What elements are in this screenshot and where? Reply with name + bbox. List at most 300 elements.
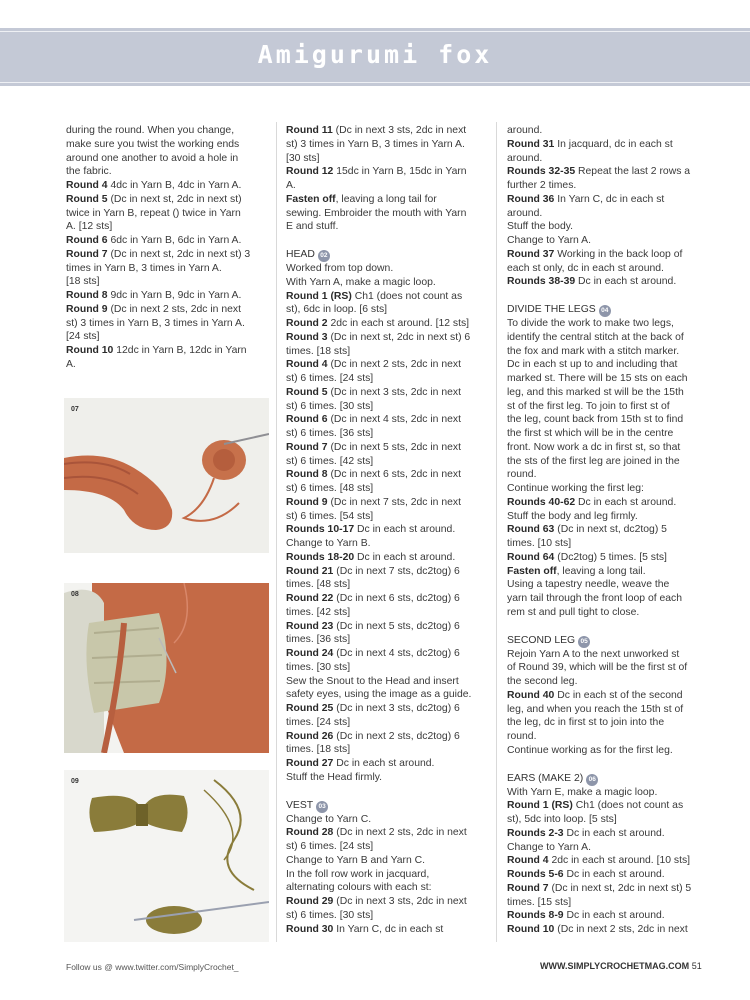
instruction-label: Round 10	[507, 924, 555, 935]
instruction-text: yarn tail through the front loop of each	[507, 593, 683, 604]
instruction-text: rem st and pull tight to close.	[507, 606, 640, 618]
text-line	[507, 689, 702, 703]
column-divider	[496, 122, 497, 942]
text-line	[286, 276, 482, 290]
instruction-text: Sew the Snout to the Head and insert	[286, 675, 459, 687]
text-line	[286, 620, 482, 634]
instruction-text: Change to Yarn B.	[286, 538, 371, 549]
instruction-label: Fasten off	[507, 565, 557, 577]
text-line	[507, 606, 702, 620]
instruction-text: (Dc in next 4 sts, 2dc in next	[327, 414, 461, 426]
instruction-text: st) 3 times in Yarn B, 3 times in Yarn A.	[66, 317, 245, 329]
instruction-text: Continue working the first leg:	[507, 483, 644, 494]
instruction-text: marked st. There will be 15 sts on each	[507, 373, 688, 384]
instruction-text: (Dc in next 3 sts, 2dc in next	[332, 125, 467, 136]
instruction-text: Change to Yarn C.	[286, 813, 372, 825]
instruction-text: (Dc in next 2 sts, 2dc in next	[327, 359, 461, 371]
text-line	[286, 840, 482, 854]
text-line	[66, 303, 266, 317]
text-line	[66, 152, 266, 166]
instruction-label: Round 27	[286, 758, 334, 769]
photo-number: 08	[71, 591, 79, 598]
text-line	[286, 496, 482, 510]
text-line	[286, 730, 482, 744]
instruction-text: (Dc in next st, 2dc in next st) 5	[548, 882, 692, 894]
instruction-text: (Dc in next st, 2dc in next st) 6	[327, 331, 471, 343]
text-line	[507, 510, 702, 524]
instruction-text: the fabric.	[66, 166, 112, 178]
text-line	[66, 248, 266, 262]
text-line	[507, 455, 702, 469]
instruction-label: Round 63	[507, 524, 555, 536]
instruction-text: Stuff the body and leg firmly.	[507, 510, 638, 522]
instruction-label: Round 36	[507, 193, 555, 205]
instruction-text: (Dc in next 7 sts, dc2tog) 6	[333, 565, 460, 577]
text-line	[507, 923, 702, 937]
instruction-text: A.	[286, 180, 296, 191]
instruction-text: leg, and when you reach the 15th st of	[507, 703, 684, 715]
instruction-text: the sts of the first leg are joined in the	[507, 455, 680, 467]
instruction-label: Round 22	[286, 593, 334, 604]
text-line	[507, 165, 702, 179]
text-line	[507, 179, 702, 193]
step-number-badge: 03	[316, 801, 328, 813]
text-line	[286, 578, 482, 592]
text-line	[507, 703, 702, 717]
instruction-text: (Dc in next st, 2dc in next st)	[107, 193, 242, 205]
instruction-text: Using a tapestry needle, weave the	[507, 579, 670, 591]
text-line	[286, 358, 482, 372]
instruction-text: around.	[507, 152, 543, 164]
instruction-text: times. [10 sts]	[507, 538, 572, 549]
text-line	[66, 344, 266, 358]
text-line	[286, 757, 482, 771]
text-line	[507, 427, 702, 441]
instruction-text: round.	[507, 469, 537, 481]
instruction-label: Rounds 5-6	[507, 869, 564, 880]
text-line	[286, 716, 482, 730]
instruction-text: the second leg.	[507, 676, 578, 687]
step-number-badge: 05	[578, 636, 590, 648]
instruction-text: (Dc2tog) 5 times. [5 sts]	[554, 551, 667, 563]
instruction-text: (Dc in next 6 sts, dc2tog) 6	[333, 593, 460, 604]
instruction-label: Round 4	[66, 180, 108, 191]
section-heading-text: DIVIDE THE LEGS	[507, 304, 596, 315]
banner-rule-top	[0, 31, 750, 32]
text-line	[66, 124, 266, 138]
section-heading	[507, 772, 702, 786]
text-line	[286, 427, 482, 441]
text-line	[286, 854, 482, 868]
text-line	[507, 372, 702, 386]
page-title: Amigurumi fox	[257, 40, 493, 69]
instruction-text: Dc in each st around.	[333, 758, 435, 769]
instruction-text: times. [18 sts]	[286, 345, 351, 357]
text-line	[507, 868, 702, 882]
text-line	[507, 813, 702, 827]
text-line	[507, 882, 702, 896]
instruction-text: (Dc in next 2 sts, dc2tog) 6	[333, 730, 460, 742]
text-line	[286, 826, 482, 840]
text-line	[507, 523, 702, 537]
text-line	[286, 565, 482, 579]
column-divider	[276, 122, 277, 942]
instruction-text: the fox and mark with a stitch marker.	[507, 345, 680, 357]
text-line	[286, 895, 482, 909]
instruction-text: st), 5dc into loop. [5 sts]	[507, 814, 617, 825]
footer-follow[interactable]: Follow us @ www.twitter.com/SimplyCrochet_	[66, 962, 239, 972]
instruction-text: A.	[66, 358, 76, 370]
instruction-text: times. [18 sts]	[286, 744, 351, 756]
instruction-text: Change to Yarn B and Yarn C.	[286, 854, 426, 866]
instruction-text: twice in Yarn B, repeat () twice in Yarn	[66, 207, 241, 219]
text-line	[507, 317, 702, 331]
section-heading	[286, 248, 482, 262]
instruction-text: , leaving a long tail for	[335, 193, 437, 205]
instruction-text: (Dc in next 5 sts, 2dc in next	[327, 441, 461, 453]
instruction-text: st) 6 times. [24 sts]	[286, 841, 374, 852]
text-line	[507, 551, 702, 565]
instruction-text: round.	[507, 731, 537, 742]
instruction-text: (Dc in next 2 sts, 2dc in next	[107, 303, 241, 315]
instruction-text: [24 sts]	[66, 331, 100, 343]
instruction-text: front. Now work a dc in first st, so that	[507, 441, 681, 453]
text-line	[286, 606, 482, 620]
text-line	[66, 138, 266, 152]
text-line	[286, 510, 482, 524]
text-line	[286, 290, 482, 304]
instruction-text: E and stuff.	[286, 221, 339, 233]
text-line	[286, 220, 482, 234]
instruction-label: Round 7	[66, 248, 108, 260]
instruction-label: Round 24	[286, 648, 334, 659]
instruction-text: st) 3 times in Yarn B, 3 times in Yarn A.	[286, 138, 465, 150]
photo-09-bow	[64, 770, 269, 942]
instruction-text: st) 6 times. [48 sts]	[286, 483, 374, 494]
instruction-label: Round 40	[507, 689, 555, 701]
text-column-1	[66, 124, 266, 372]
text-line	[507, 262, 702, 276]
instruction-label: Round 7	[507, 882, 549, 894]
instruction-text: 9dc in Yarn B, 9dc in Yarn A.	[107, 290, 242, 301]
text-line	[507, 675, 702, 689]
instruction-text: times. [15 sts]	[507, 896, 572, 908]
instruction-text: st) 6 times. [42 sts]	[286, 455, 374, 467]
instruction-text: Repeat the last 2 rows a	[575, 166, 691, 178]
text-line	[286, 537, 482, 551]
instruction-text: Ch1 (does not count as	[572, 800, 684, 812]
instruction-text: st) 6 times. [30 sts]	[286, 909, 374, 921]
text-line	[286, 124, 482, 138]
section-heading	[507, 634, 702, 648]
instruction-text: (Dc in next 4 sts, dc2tog) 6	[333, 648, 460, 659]
instruction-label: Round 26	[286, 730, 334, 742]
instruction-text: Dc in each st around.	[563, 827, 665, 839]
instruction-text: Dc in each st around.	[563, 869, 665, 880]
text-line	[507, 565, 702, 579]
banner-rule-bottom	[0, 82, 750, 83]
instruction-text: 2dc in each st around. [12 sts]	[327, 318, 470, 329]
text-line	[286, 262, 482, 276]
text-line	[286, 868, 482, 882]
instruction-label: Rounds 8-9	[507, 910, 564, 922]
text-line	[66, 317, 266, 331]
text-line	[286, 303, 482, 317]
instruction-text: alternating colours with each st:	[286, 882, 432, 894]
instruction-label: Rounds 38-39	[507, 276, 576, 288]
instruction-text: In Yarn C, dc in each st	[333, 923, 444, 935]
text-line	[286, 331, 482, 345]
text-line	[507, 248, 702, 262]
photo-number: 07	[71, 406, 79, 413]
text-line	[286, 675, 482, 689]
instruction-text: (Dc in next 5 sts, dc2tog) 6	[333, 620, 460, 632]
instruction-label: Round 6	[66, 235, 108, 246]
instruction-label: Rounds 32-35	[507, 166, 576, 178]
instruction-label: Round 11	[286, 125, 333, 136]
instruction-text: 6dc in Yarn B, 6dc in Yarn A.	[107, 235, 242, 246]
section-heading-text: VEST	[286, 799, 314, 811]
section-heading-text: HEAD	[286, 249, 315, 260]
instruction-text: (Dc in next 3 sts, 2dc in next	[327, 386, 461, 398]
text-line	[507, 220, 702, 234]
text-line	[286, 771, 482, 785]
photo-number: 09	[71, 778, 79, 785]
instruction-text: of Round 39, which will be the first st of	[507, 662, 688, 674]
text-line	[507, 496, 702, 510]
instruction-text: (Dc in next 6 sts, 2dc in next	[327, 469, 461, 481]
section-heading-text: SECOND LEG	[507, 634, 576, 646]
instruction-text: [30 sts]	[286, 152, 320, 164]
instruction-text: Dc in each st around.	[354, 551, 456, 563]
instruction-text: Stuff the body.	[507, 221, 574, 233]
text-line	[507, 152, 702, 166]
text-line	[286, 193, 482, 207]
text-line	[66, 207, 266, 221]
instruction-text: (Dc in next 3 sts, dc2tog) 6	[333, 703, 460, 714]
instruction-text: Dc in each st around.	[354, 524, 456, 536]
section-heading	[507, 303, 702, 317]
photo-07-leg	[64, 398, 269, 553]
text-line	[286, 743, 482, 757]
step-number-badge: 04	[599, 305, 611, 317]
text-line	[507, 234, 702, 248]
instruction-text: during the round. When you change,	[66, 125, 235, 136]
text-line	[507, 482, 702, 496]
text-line	[507, 578, 702, 592]
text-line	[507, 275, 702, 289]
text-column-2	[286, 124, 482, 936]
text-line	[286, 317, 482, 331]
instruction-label: Round 2	[286, 318, 328, 329]
instruction-text: Working in the back loop of	[554, 248, 683, 260]
snout-illustration	[64, 583, 269, 753]
text-column-3	[507, 124, 702, 937]
text-line	[507, 358, 702, 372]
instruction-label: Round 5	[66, 193, 108, 205]
instruction-label: Round 4	[507, 855, 549, 867]
text-line	[66, 165, 266, 179]
text-line	[286, 345, 482, 359]
instruction-text: the first st which will be in the centre	[507, 428, 674, 439]
instruction-text: times. [30 sts]	[286, 661, 351, 673]
instruction-text: times. [36 sts]	[286, 634, 351, 646]
text-line	[507, 331, 702, 345]
instruction-text: Dc in each st around.	[575, 276, 677, 288]
instruction-text: times. [48 sts]	[286, 579, 351, 591]
instruction-text: Rejoin Yarn A to the next unworked st	[507, 648, 680, 660]
instruction-label: Round 1 (RS)	[286, 290, 352, 302]
text-line	[66, 358, 266, 372]
text-line	[507, 827, 702, 841]
text-line	[286, 468, 482, 482]
instruction-text: To divide the work to make two legs,	[507, 318, 674, 329]
instruction-text: In Yarn C, dc in each st	[554, 193, 665, 205]
text-line	[66, 275, 266, 289]
instruction-text: the leg, count back from 15th st to find	[507, 414, 684, 426]
instruction-text: 15dc in Yarn B, 15dc in Yarn	[333, 166, 467, 178]
text-line	[286, 482, 482, 496]
instruction-text: further 2 times.	[507, 180, 577, 191]
text-line	[507, 786, 702, 800]
text-line	[286, 633, 482, 647]
text-line	[286, 413, 482, 427]
instruction-label: Round 6	[286, 414, 328, 426]
text-line	[507, 138, 702, 152]
text-line	[286, 661, 482, 675]
leg-crochet-illustration	[64, 398, 269, 553]
instruction-text: Dc in each st around.	[563, 910, 665, 922]
text-line	[286, 523, 482, 537]
text-line	[507, 841, 702, 855]
text-line	[286, 647, 482, 661]
instruction-text: (Dc in next 3 sts, 2dc in next	[333, 896, 467, 907]
instruction-text: st) 6 times. [30 sts]	[286, 400, 374, 412]
instruction-label: Round 9	[66, 303, 108, 315]
instruction-text: (Dc in next 2 sts, 2dc in next	[554, 924, 688, 935]
text-line	[507, 386, 702, 400]
text-line	[507, 468, 702, 482]
instruction-text: st), 6dc in loop. [6 sts]	[286, 304, 388, 316]
text-line	[507, 799, 702, 813]
instruction-label: Rounds 2-3	[507, 827, 564, 839]
instruction-label: Rounds 18-20	[286, 551, 355, 563]
text-line	[507, 193, 702, 207]
instruction-label: Round 37	[507, 248, 555, 260]
instruction-text: Stuff the Head firmly.	[286, 771, 383, 783]
instruction-text: Dc in each st of the second	[554, 689, 683, 701]
instruction-text: In jacquard, dc in each st	[554, 138, 673, 150]
instruction-label: Round 64	[507, 551, 555, 563]
text-line	[286, 592, 482, 606]
instruction-label: Fasten off	[286, 193, 336, 205]
text-line	[507, 400, 702, 414]
text-line	[286, 551, 482, 565]
instruction-text: [18 sts]	[66, 276, 100, 288]
text-line	[66, 330, 266, 344]
instruction-text: 4dc in Yarn B, 4dc in Yarn A.	[107, 180, 242, 191]
text-line	[286, 165, 482, 179]
instruction-label: Round 10	[66, 345, 114, 356]
footer-site-url[interactable]: WWW.SIMPLYCROCHETMAG.COM	[540, 961, 690, 971]
instruction-label: Round 12	[286, 166, 334, 178]
text-line	[286, 138, 482, 152]
instruction-label: Round 4	[286, 359, 328, 371]
text-line	[507, 413, 702, 427]
instruction-label: Round 3	[286, 331, 328, 343]
instruction-label: Round 31	[507, 138, 555, 150]
footer-site	[540, 961, 702, 971]
instruction-text: st of the first leg. To join to first st of	[507, 400, 670, 412]
instruction-label: Round 21	[286, 565, 334, 577]
instruction-text: sewing. Embroider the mouth with Yarn	[286, 207, 467, 219]
text-line	[286, 881, 482, 895]
text-line	[507, 730, 702, 744]
step-number-badge: 02	[318, 250, 330, 262]
text-line	[507, 124, 702, 138]
instruction-text: Dc in each st up to and including that	[507, 359, 678, 371]
instruction-text: leg, and this marked st will be the 15th	[507, 386, 684, 398]
text-line	[286, 455, 482, 469]
instruction-text: st) 6 times. [24 sts]	[286, 373, 374, 384]
text-line	[507, 896, 702, 910]
text-line	[286, 441, 482, 455]
instruction-text: the leg, dc in first st to join into the	[507, 717, 665, 729]
instruction-text: (Dc in next 2 sts, 2dc in next	[333, 827, 467, 839]
text-line	[286, 179, 482, 193]
text-line	[507, 345, 702, 359]
text-line	[286, 923, 482, 937]
instruction-text: each st only, dc in each st around.	[507, 262, 664, 274]
text-line	[286, 386, 482, 400]
section-heading	[286, 799, 482, 813]
text-line	[507, 537, 702, 551]
instruction-text: Change to Yarn A.	[507, 235, 591, 246]
text-line	[286, 207, 482, 221]
instruction-text: around.	[507, 125, 543, 136]
page-number: 51	[691, 961, 702, 971]
instruction-text: st) 6 times. [54 sts]	[286, 510, 374, 522]
instruction-text: safety eyes, using the image as a guide.	[286, 689, 472, 701]
instruction-label: Rounds 10-17	[286, 524, 355, 536]
instruction-text: (Dc in next 7 sts, 2dc in next	[327, 496, 461, 508]
instruction-label: Round 9	[286, 496, 328, 508]
text-line	[66, 179, 266, 193]
instruction-text: Dc in each st around.	[575, 496, 677, 508]
text-line	[507, 441, 702, 455]
instruction-text: (Dc in next st, 2dc in next st) 3	[107, 248, 251, 260]
text-line	[66, 289, 266, 303]
text-line	[286, 400, 482, 414]
instruction-text: times. [42 sts]	[286, 606, 351, 618]
text-line	[507, 207, 702, 221]
text-line	[286, 372, 482, 386]
text-line	[66, 234, 266, 248]
instruction-text: With Yarn E, make a magic loop.	[507, 786, 658, 798]
instruction-label: Round 8	[66, 290, 108, 301]
instruction-text: make sure you twist the working ends	[66, 138, 240, 150]
instruction-text: Continue working as for the first leg.	[507, 744, 673, 756]
photo-08-snout	[64, 583, 269, 753]
text-line	[507, 854, 702, 868]
section-heading-text: EARS (MAKE 2)	[507, 772, 584, 784]
instruction-label: Rounds 40-62	[507, 496, 576, 508]
text-line	[286, 702, 482, 716]
text-line	[66, 220, 266, 234]
text-line	[507, 744, 702, 758]
instruction-text: Ch1 (does not count as	[351, 290, 463, 302]
instruction-text: In the foll row work in jacquard,	[286, 868, 430, 880]
